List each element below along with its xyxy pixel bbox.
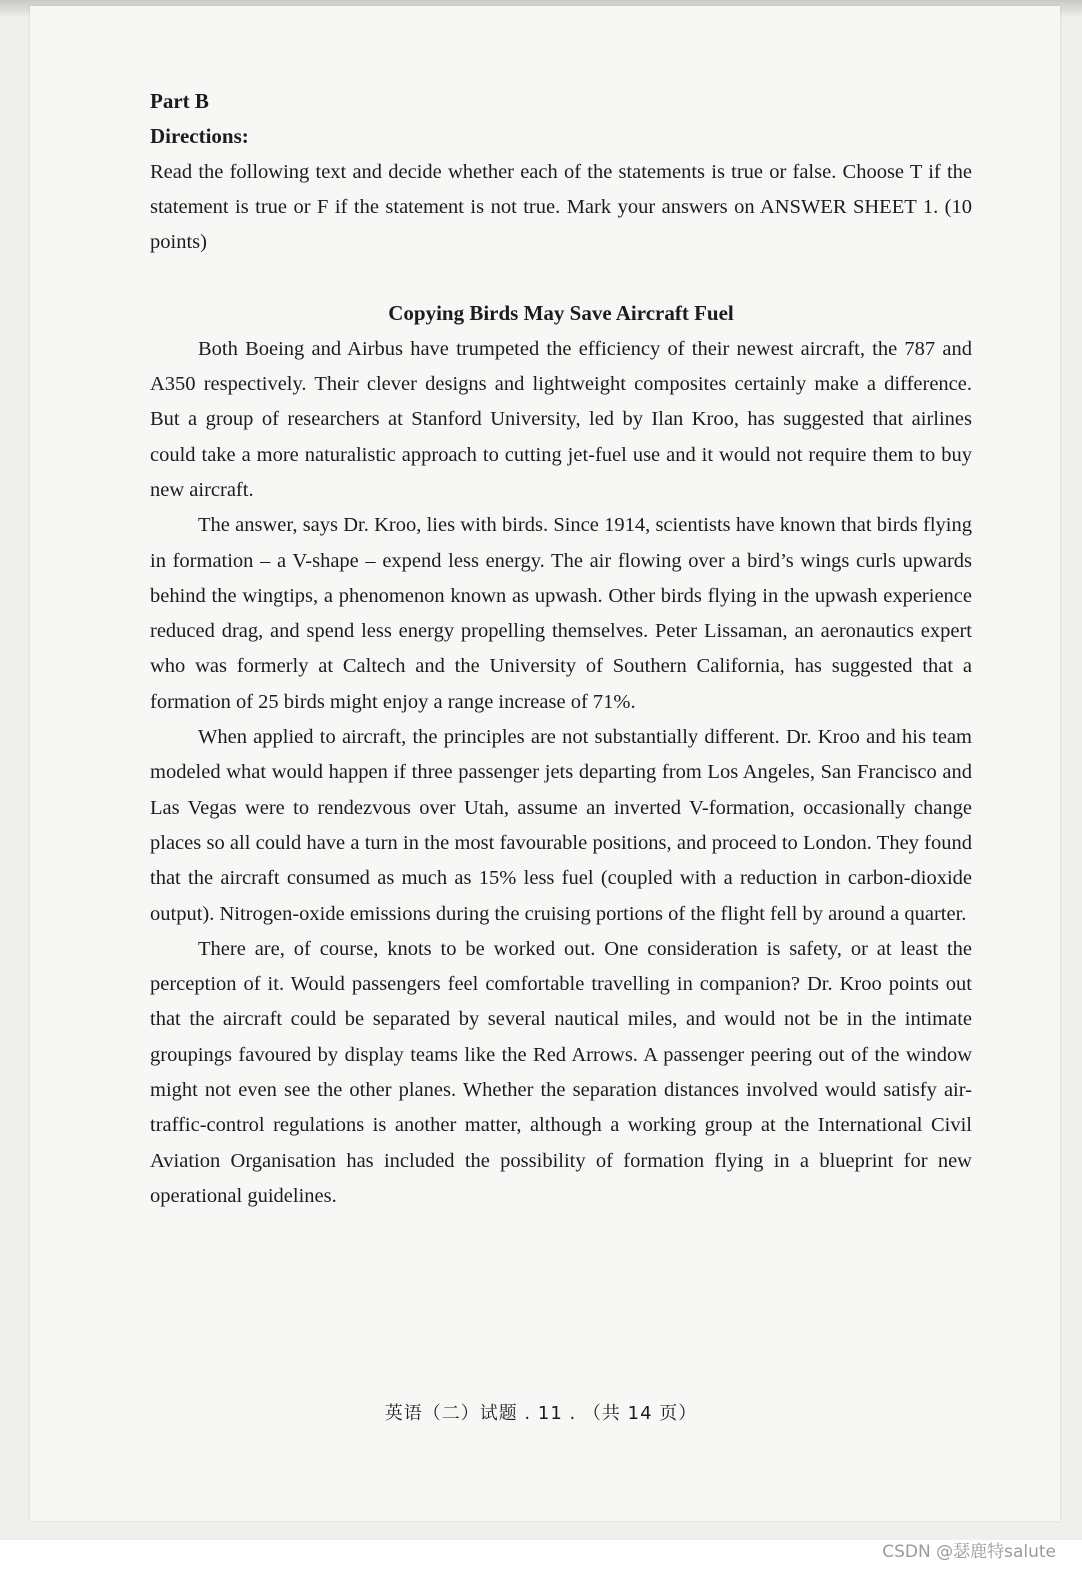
page-footer: 英语（二）试题 . 11 . （共 14 页）	[384, 1403, 698, 1424]
directions-text: Read the following text and decide whether each of the statements is true or false. Choose T if the statement is true or F if the statement is not true. Mark your answers on ANSWER SHEET 1. (10 points)	[150, 160, 972, 254]
part-heading: Part B	[150, 89, 209, 113]
article-paragraph: Both Boeing and Airbus have trumpeted the efficiency of their newest aircraft, the 787 and A350 respectively. Their clever designs and lightweight composites certainly make a difference. But a group of researchers at Stanford University, led by Ilan Kroo, has suggested that airlines could take a more naturalistic approach to cutting jet-fuel use and it would not require them to buy new aircraft.	[150, 337, 972, 501]
directions-label: Directions:	[150, 124, 249, 149]
article-paragraph: The answer, says Dr. Kroo, lies with birds. Since 1914, scientists have known that birds flying in formation – a V-shape – expend less energy. The air flowing over a bird’s wings curls upwards behind the wingtips, a phenomenon known as upwash. Other birds flying in the upwash experience reduced drag, and spend less energy propelling themselves. Peter Lissaman, an aeronautics expert who was formerly at Caltech and the University of Southern California, has suggested that a formation of 25 birds might enjoy a range increase of 71%.	[150, 514, 972, 713]
page-content	[150, 84, 972, 1214]
article-paragraph: There are, of course, knots to be worked out. One consideration is safety, or at least the perception of it. Would passengers feel comfortable travelling in companion? Dr. Kroo points out that the aircraft could be separated by several nautical miles, and would not be in the intimate groupings favoured by display teams like the Red Arrows. A passenger peering out of the window might not even see the other planes. Whether the separation distances involved would satisfy air-traffic-control regulations is another matter, although a working group at the International Civil Aviation Organisation has included the possibility of formation flying in a blueprint for new operational guidelines.	[150, 937, 972, 1207]
article-paragraph: When applied to aircraft, the principles are not substantially different. Dr. Kroo and his team modeled what would happen if three passenger jets departing from Los Angeles, San Francisco and Las Vegas were to rendezvous over Utah, assume an inverted V-formation, occasionally change places so all could have a turn in the most favourable positions, and proceed to London. They found that the aircraft consumed as much as 15% less fuel (coupled with a reduction in carbon-dioxide output). Nitrogen-oxide emissions during the cruising portions of the flight fell by around a quarter.	[150, 726, 972, 925]
article-title: Copying Birds May Save Aircraft Fuel	[388, 301, 734, 326]
source-watermark: CSDN @瑟鹿特salute	[882, 1542, 1056, 1562]
